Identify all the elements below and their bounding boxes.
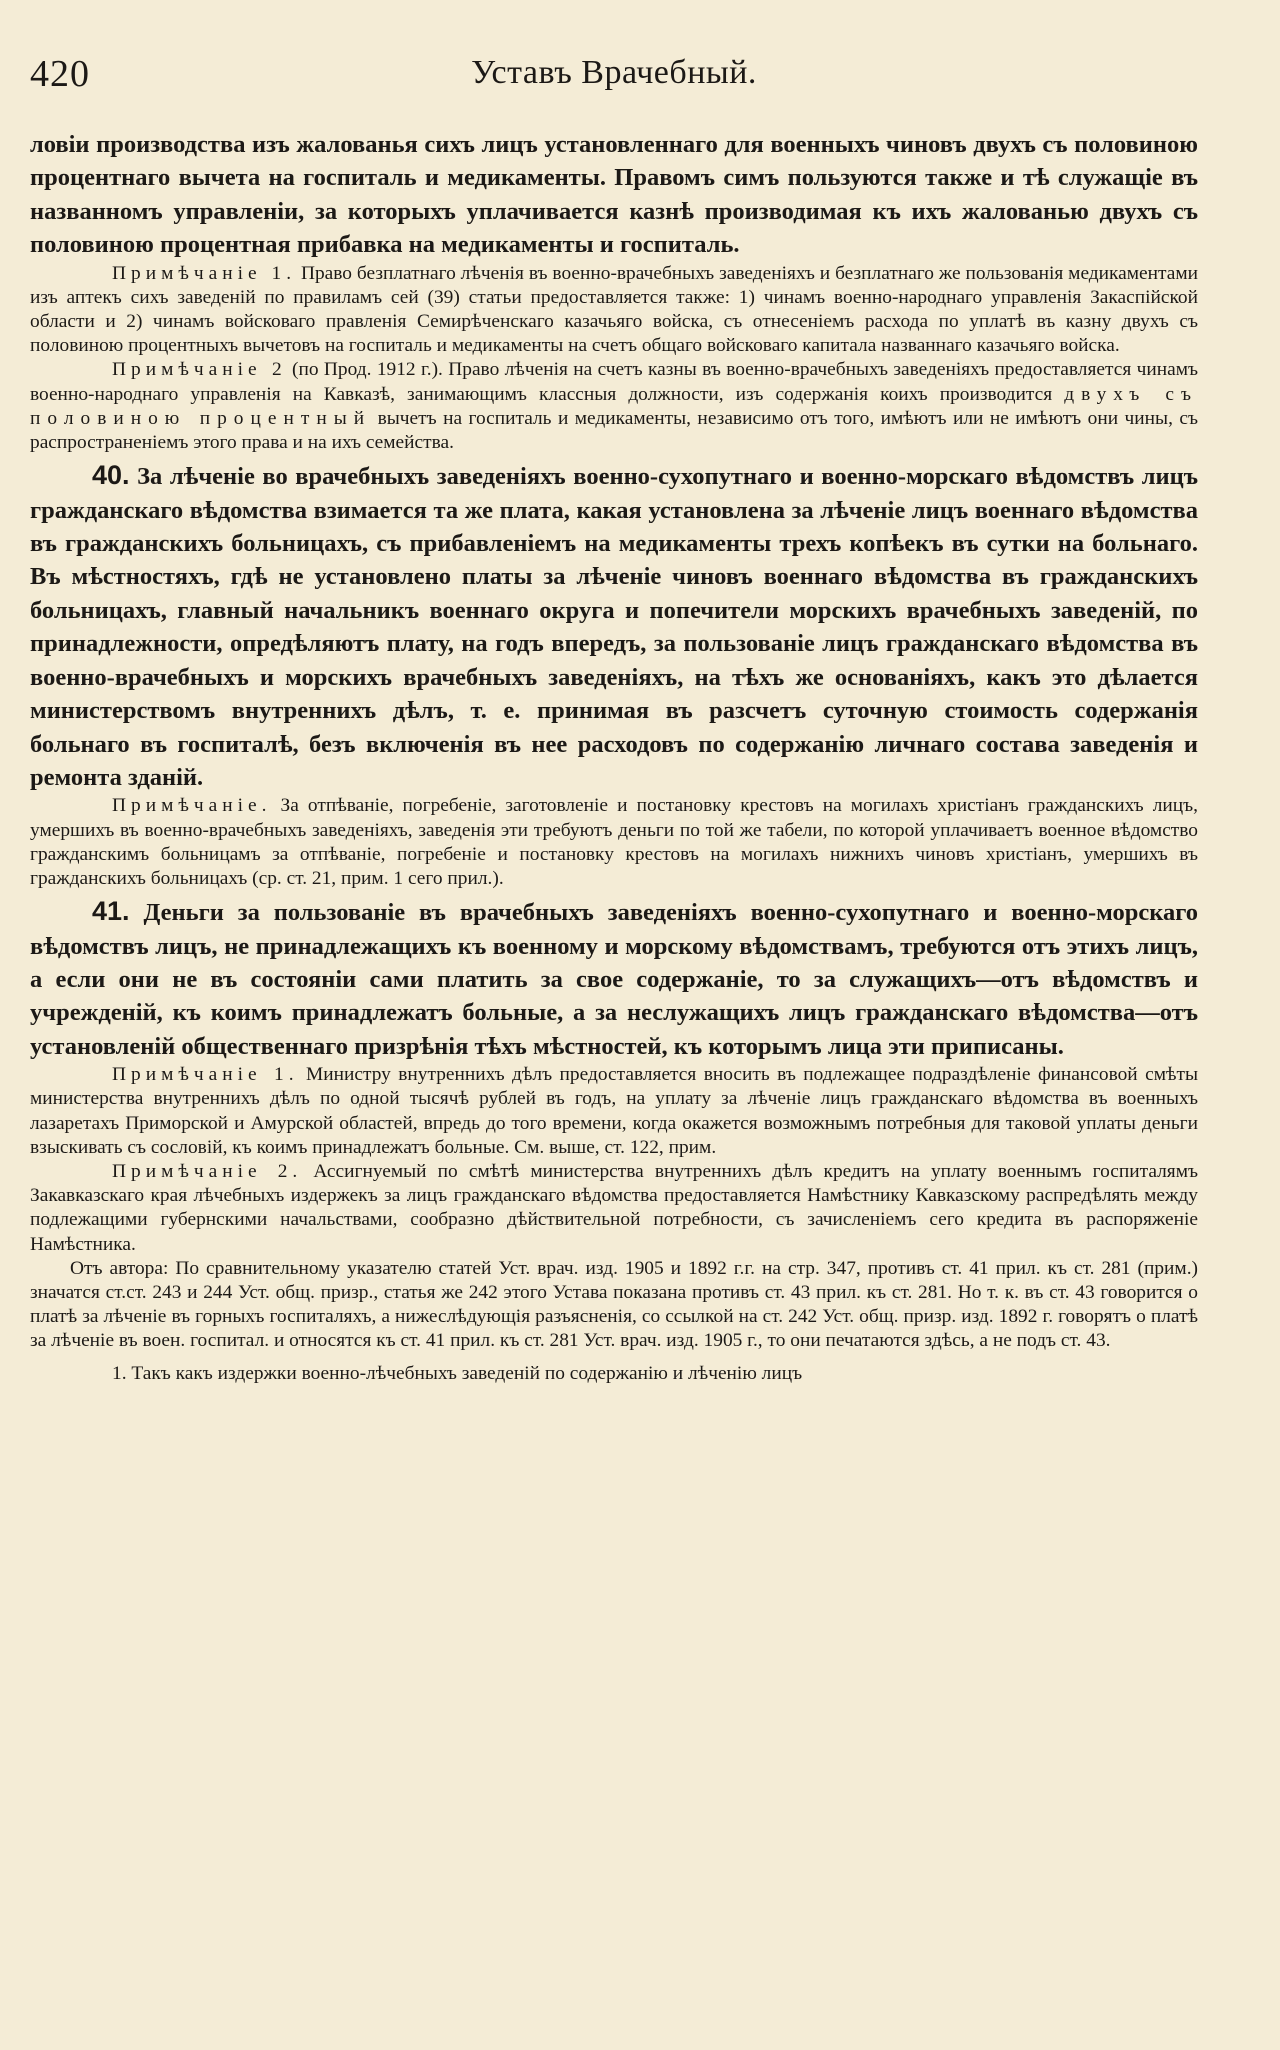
note-40 xyxy=(30,794,1198,891)
note-label: Примѣчаніе 2. xyxy=(112,1160,303,1182)
author-note xyxy=(30,1257,1198,1354)
article-41 xyxy=(30,895,1198,1063)
lead-paragraph: ловіи производства изъ жалованья сихъ лицъ установленнаго для военныхъ чиновъ двухъ съ половиною процентнаго вычета на госпиталь и медикаменты. Правомъ симъ пользуются также и тѣ служащіе въ названномъ управленіи, за которыхъ уплачивается казнѣ производимая къ ихъ жалованью двухъ съ половиною процентная прибавка на медикаменты и госпиталь. xyxy=(30,131,1198,259)
page-number: 420 xyxy=(30,53,90,95)
note-text: (по Прод. 1912 г.). Право лѣченія на счетъ казны въ военно-врачебныхъ заведеніяхъ предоставляется чинамъ военно-народнаго управленія на Кавказѣ, занимающимъ классныя должности, изъ содержанія коихъ производится xyxy=(30,359,1199,405)
article-40 xyxy=(30,459,1198,794)
note-text: За отпѣваніе, погребеніе, заготовленіе и постановку крестовъ на могилахъ христіанъ гражданскихъ лицъ, умершихъ въ военно-врачебныхъ заведеніяхъ, заведенія эти требуютъ деньги по той же табели, по которой уплачиваетъ военное вѣдомство гражданскимъ больницамъ за отпѣваніе, погребеніе и постановку крестовъ на могилахъ нижнихъ чиновъ христіанъ, умершихъ въ гражданскихъ больницахъ (ср. ст. 21, прим. 1 сего прил.). xyxy=(30,795,1198,889)
note-39-2 xyxy=(30,358,1198,455)
note-spaced-text: двухъ съ половиною процентный xyxy=(30,383,1198,429)
running-title: Уставъ Врачебный. xyxy=(471,54,757,91)
note-text: Право безплатнаго лѣченія въ военно-врачебныхъ заведеніяхъ и безплатнаго же пользованія медикаментами изъ аптекъ сихъ заведеній по правиламъ сей (39) статьи предоставляется также: 1) чинамъ военно-народнаго управленія Закаспійской области и 2) чинамъ войсковаго правленія Семирѣченскаго казачьяго войска, съ отнесеніемъ расхода по уплатѣ въ казну двухъ съ половиною процентныхъ вычетовъ на госпиталь и медикаменты на счетъ общаго войсковаго капитала названнаго казачьяго войска. xyxy=(30,262,1198,357)
note-label: Примѣчаніе 1. xyxy=(112,1064,299,1086)
note-text: Министру внутреннихъ дѣлъ предоставляется вносить въ подлежащее подраздѣленіе финансовой смѣты министерства внутреннихъ дѣлъ по одной тысячѣ рублей въ годъ, на уплату за лѣченіе лицъ гражданскаго вѣдомства въ военныхъ лазаретахъ Приморской и Амурской областей, впредь до того времени, когда окажется возможнымъ потребныя для таковой уплаты деньги взыскивать съ сословій, къ коимъ принадлежатъ больные. См. выше, ст. 122, прим. xyxy=(30,1064,1198,1158)
note-39-1 xyxy=(30,262,1198,359)
note-label: Примѣчаніе. xyxy=(112,795,272,817)
note-text: вычетъ на госпиталь и медикаменты, независимо отъ того, имѣютъ или не имѣютъ они чины, съ распространеніемъ этого права и на ихъ семейства. xyxy=(30,407,1198,454)
note-41-1 xyxy=(30,1063,1198,1160)
note-label: Примѣчаніе 1. xyxy=(112,262,297,284)
article-text: Деньги за пользованіе въ врачебныхъ заведеніяхъ военно-сухопутнаго и военно-морскаго вѣдомствъ лицъ, не принадлежащихъ къ военному и морскому вѣдомствамъ, требуются отъ этихъ лицъ, а если они не въ состояніи сами платить за свое содержаніе, то за служащихъ—отъ вѣдомствъ и учрежденій, къ коимъ принадлежатъ больные, а за неслужащихъ лицъ гражданскаго вѣдомства—отъ установленій общественнаго призрѣнія тѣхъ мѣстностей, къ которымъ лица эти приписаны. xyxy=(30,899,1198,1060)
author-note-label: Отъ автора: xyxy=(70,1257,169,1279)
final-line: 1. Такъ какъ издержки военно-лѣчебныхъ заведеній по содержанію и лѣченію лицъ xyxy=(112,1362,803,1384)
note-label: Примѣчаніе 2 xyxy=(112,359,287,381)
running-header xyxy=(30,52,1198,98)
note-41-2 xyxy=(30,1160,1198,1257)
author-note-text: По сравнительному указателю статей Уст. врач. изд. 1905 и 1892 г.г. на стр. 347, противъ ст. 41 прил. къ ст. 281 (прим.) значатся ст.ст. 243 и 244 Уст. общ. призр., статья же 242 этого Устава показана противъ ст. 43 прил. къ ст. 281. Но т. к. въ ст. 43 говорится о платѣ за лѣченіе въ горныхъ госпиталяхъ, а нижеслѣдующія разъясненія, со ссылкой на ст. 242 Уст. общ. призр. изд. 1892 г. говорятъ о платѣ за лѣченіе въ воен. госпитал. и относятся къ ст. 41 прил. къ ст. 281 Уст. врач. изд. 1905 г., то они печатаются здѣсь, а не подъ ст. 43. xyxy=(30,1257,1198,1352)
article-text: За лѣченіе во врачебныхъ заведеніяхъ военно-сухопутнаго и военно-морскаго вѣдомствъ лицъ гражданскаго вѣдомства взимается та же плата, какая установлена за лѣченіе лицъ военнаго вѣдомства въ гражданскихъ больницахъ, съ прибавленіемъ на медикаменты трехъ копѣекъ въ сутки на больнаго. Въ мѣстностяхъ, гдѣ не установлено платы за лѣченіе чиновъ военнаго вѣдомства въ гражданскихъ больницахъ, главный начальникъ военнаго округа и попечители морскихъ врачебныхъ заведеній, по принадлежности, опредѣляютъ плату, на годъ впередъ, за пользованіе лицъ гражданскаго вѣдомства въ военно-врачебныхъ и морскихъ врачебныхъ заведеніяхъ, на тѣхъ же основаніяхъ, какъ это дѣлается министерствомъ внутреннихъ дѣлъ, т. е. принимая въ разсчетъ суточную стоимость содержанія больнаго въ госпиталѣ, безъ включенія въ нее расходовъ по содержанію личнаго состава заведенія и ремонта зданій. xyxy=(30,463,1198,791)
article-number: 41. xyxy=(92,896,130,927)
article-number: 40. xyxy=(92,460,130,491)
note-text: Ассигнуемый по смѣтѣ министерства внутреннихъ дѣлъ кредитъ на уплату военнымъ госпиталямъ Закавказскаго края лѣчебныхъ издержекъ за лицъ гражданскаго вѣдомства предоставляется Намѣстнику Кавказскому распредѣлять между подлежащими губернскими начальствами, сообразно дѣйствительной потребности, съ зачисленіемъ сего кредита въ распоряженіе Намѣстника. xyxy=(30,1160,1198,1255)
